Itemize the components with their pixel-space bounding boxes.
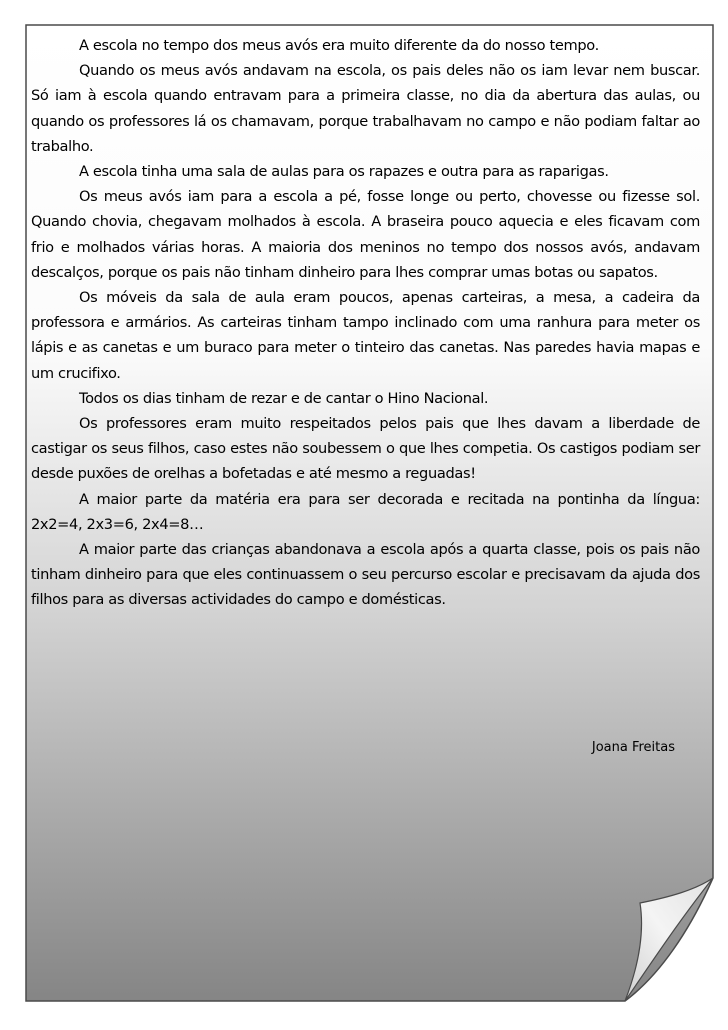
paragraph-parents: Quando os meus avós andavam na escola, os pais deles não os iam levar nem buscar. Só iam à escola quando entravam para a primeira classe, no dia da abertura das aulas, ou quando os professores lá os chamavam, porque trabalhavam no campo e não podiam faltar ao trabalho.	[31, 62, 700, 155]
author-signature: Joana Freitas	[591, 740, 675, 755]
document-body	[31, 33, 700, 613]
paragraph-memorization: A maior parte da matéria era para ser decorada e recitada na pontinha da língua: 2x2=4, 2x3=6, 2x4=8…	[31, 490, 700, 533]
paragraph-teachers: Os professores eram muito respeitados pelos pais que lhes davam a liberdade de castigar os seus filhos, caso estes não soubessem o que lhes competia. Os castigos podiam ser desde puxões de orelhas a bofetadas e até mesmo a reguadas!	[31, 415, 700, 483]
paragraph-dropout: A maior parte das crianças abandonava a escola após a quarta classe, pois os pais não tinham dinheiro para que eles continuassem o seu percurso escolar e precisavam da ajuda dos filhos para as diversas actividades do campo e domésticas.	[31, 541, 700, 609]
paragraph-furniture: Os móveis da sala de aula eram poucos, apenas carteiras, a mesa, a cadeira da professora e armários. As carteiras tinham tampo inclinado com uma ranhura para meter os lápis e as canetas e um buraco para meter o tinteiro das canetas. Nas paredes havia mapas e um crucifixo.	[31, 289, 700, 382]
paragraph-walking: Os meus avós iam para a escola a pé, fosse longe ou perto, chovesse ou fizesse sol. Quando chovia, chegavam molhados à escola. A braseira pouco aquecia e eles ficavam com frio e molhados várias horas. A maioria dos meninos no tempo dos nossos avós, andavam descalços, porque os pais não tinham dinheiro para lhes comprar umas botas ou sapatos.	[31, 188, 700, 281]
paragraph-classrooms: A escola tinha uma sala de aulas para os rapazes e outra para as raparigas.	[79, 163, 609, 181]
paragraph-intro: A escola no tempo dos meus avós era muito diferente da do nosso tempo.	[79, 37, 599, 54]
paragraph-prayer: Todos os dias tinham de rezar e de cantar o Hino Nacional.	[79, 389, 489, 407]
